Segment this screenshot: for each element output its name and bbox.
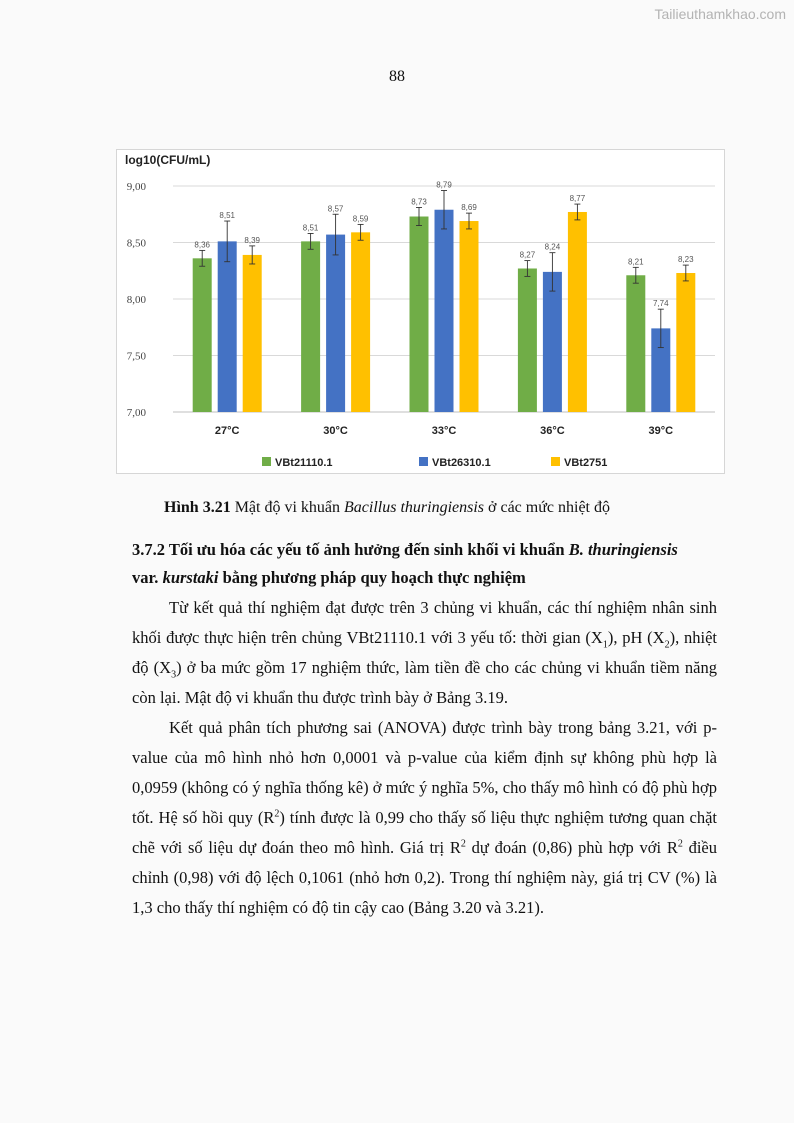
legend-label: VBt21110.1	[275, 457, 333, 469]
data-label: 8,24	[544, 242, 561, 252]
data-label: 8,36	[194, 240, 210, 250]
paragraph-2	[132, 713, 717, 923]
p2-text-c: dự đoán (0,86) phù hợp với R	[465, 838, 678, 857]
p2-sup-2: 2	[460, 838, 466, 850]
p1-text-c: ), nhiệt độ (X	[132, 628, 717, 677]
data-label: 8,77	[569, 194, 586, 204]
p1-text-a: Từ kết quả thí nghiệm đạt được trên 3 chủng vi khuẩn, các thí nghiệm nhân sinh khối được thực hiện trên chủng VBt21110.1 với 3 yếu tố: thời gian (X	[132, 598, 717, 647]
data-label: 8,57	[327, 204, 344, 214]
p1-text-d: ) ở ba mức gồm 17 nghiệm thức, làm tiền đề cho các chủng vi khuẩn tiềm năng còn lại. Mật độ vi khuẩn thu được trình bày ở Bảng 3.19.	[132, 658, 717, 707]
p2-sup-1: 2	[274, 808, 280, 820]
chart-canvas	[117, 150, 726, 475]
data-label: 8,21	[628, 257, 644, 267]
bar-VBt26310.1-36°C	[543, 272, 562, 412]
bar-VBt2751-27°C	[243, 255, 262, 412]
bar-chart	[116, 149, 725, 474]
paragraph-1	[132, 593, 717, 713]
bar-VBt2751-39°C	[676, 273, 695, 412]
y-tick-label: 9,00	[126, 181, 146, 193]
data-label: 8,27	[519, 250, 536, 260]
data-label: 8,51	[219, 211, 235, 221]
caption-text: Mật độ vi khuẩn	[230, 499, 345, 516]
x-tick-label: 33°C	[431, 425, 457, 437]
legend-swatch-VBt21110.1	[262, 457, 271, 466]
bar-VBt21110.1-33°C	[410, 217, 429, 412]
y-tick-label: 7,50	[126, 350, 146, 363]
x-tick-label: 30°C	[323, 425, 348, 437]
y-tick-label: 8,50	[126, 237, 146, 250]
caption-species: Bacillus thuringiensis	[344, 499, 485, 516]
bar-VBt26310.1-33°C	[435, 210, 454, 412]
section-number: 3.7.2	[132, 540, 165, 559]
bar-VBt26310.1-30°C	[326, 235, 345, 412]
bar-VBt26310.1-27°C	[218, 241, 237, 412]
bar-VBt2751-36°C	[568, 212, 587, 412]
data-label: 8,51	[302, 223, 319, 233]
legend-label: VBt26310.1	[432, 457, 491, 469]
y-tick-label: 7,00	[126, 407, 146, 419]
data-label: 8,23	[678, 255, 694, 265]
section-heading	[132, 536, 722, 592]
bar-VBt21110.1-30°C	[301, 241, 320, 412]
legend-swatch-VBt26310.1	[419, 457, 428, 466]
bar-VBt21110.1-36°C	[518, 268, 537, 412]
caption-label: Hình 3.21	[164, 499, 231, 516]
p2-text-d: điều chỉnh (0,98) với độ lệch 0,1061 (nhỏ hơn 0,2). Trong thí nghiệm này, giá trị CV (%) là 1,3 cho thấy thí nghiệm có độ tin cậy cao (Bảng 3.20 và 3.21).	[132, 838, 717, 917]
data-label: 8,59	[352, 214, 369, 224]
y-tick-label: 8,00	[126, 294, 146, 306]
data-label: 7,74	[653, 299, 669, 309]
section-title-2: var.	[132, 568, 163, 587]
figure-caption	[164, 499, 610, 517]
section-title-3: bằng phương pháp quy hoạch thực nghiệm	[218, 568, 526, 587]
x-tick-label: 27°C	[214, 425, 240, 437]
page-number: 88	[389, 68, 405, 85]
data-label: 8,39	[244, 235, 260, 245]
section-title-1: Tối ưu hóa các yếu tố ảnh hưởng đến sinh khối vi khuẩn	[165, 540, 569, 559]
watermark: Tailieuthamkhao.com	[654, 6, 786, 22]
p2-sup-3: 2	[677, 838, 683, 850]
p1-text-b: ), pH (X	[607, 628, 665, 647]
legend-label: VBt2751	[564, 457, 608, 469]
y-axis-title: log10(CFU/mL)	[125, 153, 211, 167]
section-species: B. thuringiensis	[568, 540, 678, 559]
x-tick-label: 39°C	[648, 425, 674, 437]
bar-VBt2751-30°C	[351, 232, 370, 412]
p1-sub-1: 1	[602, 639, 608, 651]
bar-VBt21110.1-39°C	[626, 275, 645, 412]
section-subspecies: kurstaki	[162, 568, 219, 587]
p1-sub-3: 3	[171, 669, 177, 681]
p2-text-b: ) tính được là 0,99 cho thấy số liệu thực nghiệm tương quan chặt chẽ với số liệu dự đoán theo mô hình. Giá trị R	[132, 808, 718, 857]
data-label: 8,73	[411, 197, 427, 207]
bar-VBt2751-33°C	[460, 221, 479, 412]
p1-sub-2: 2	[664, 639, 670, 651]
legend-swatch-VBt2751	[551, 457, 560, 466]
caption-text-end: ở các mức nhiệt độ	[484, 499, 610, 516]
p2-text-a: Kết quả phân tích phương sai (ANOVA) được trình bày trong bảng 3.21, với p-value của mô hình nhỏ hơn 0,0001 và p-value của kiểm định sự không phù hợp là 0,0959 (không có ý nghĩa thống kê) ở mức ý nghĩa 5%, cho thấy mô hình có độ phù hợp tốt. Hệ số hồi quy (R	[132, 718, 717, 827]
bar-VBt21110.1-27°C	[193, 258, 212, 412]
data-label: 8,69	[461, 203, 477, 213]
x-tick-label: 36°C	[540, 425, 565, 437]
data-label: 8,79	[436, 180, 452, 190]
